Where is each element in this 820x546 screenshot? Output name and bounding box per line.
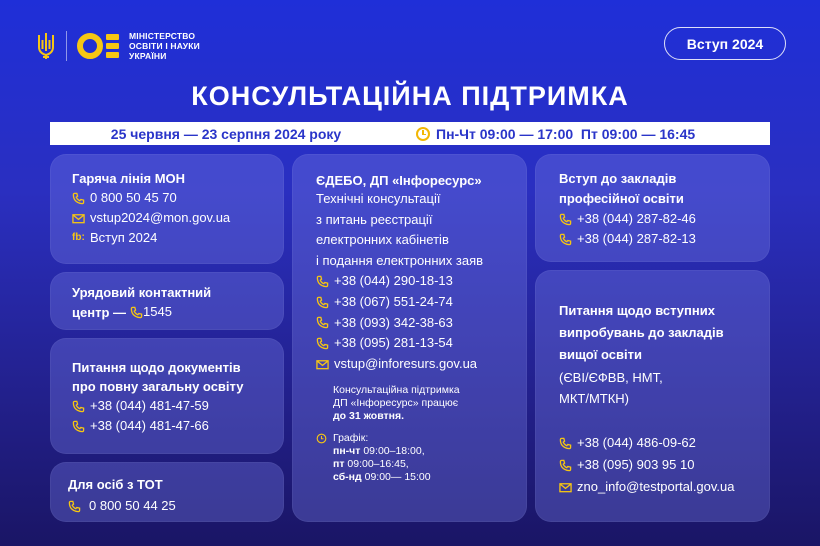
clock-icon (416, 127, 430, 141)
tot-phone[interactable]: 0 800 50 44 25 (68, 496, 284, 516)
header (36, 26, 200, 66)
exams-card (535, 270, 770, 522)
exams-title-2: випробувань до закладів (559, 325, 724, 340)
edebo-phone-4[interactable]: +38 (095) 281-13-54 (316, 333, 527, 354)
mail-icon (559, 481, 572, 494)
docs-title-1: Питання щодо документів (72, 360, 241, 375)
gov-center-title-2: центр — (72, 304, 126, 320)
vocational-phone-2[interactable]: +38 (044) 287-82-13 (559, 229, 770, 249)
edebo-desc-2: з питань реєстрації (316, 211, 433, 227)
vocational-title-2: професійної освіти (559, 191, 684, 206)
period-text: 25 червня — 23 серпня 2024 року (110, 125, 342, 142)
tot-card (50, 462, 284, 522)
vocational-card (535, 154, 770, 262)
gov-center-card (50, 272, 284, 330)
hotline-title: Гаряча лінія МОН (72, 171, 186, 186)
page-title: КОНСУЛЬТАЦІЙНА ПІДТРИМКА (191, 81, 629, 111)
edebo-desc-3: електронних кабінетів (316, 232, 449, 247)
hotline-facebook[interactable]: fb: Вступ 2024 (72, 228, 284, 248)
docs-card (50, 338, 284, 454)
exams-sub-2: МКТ/МТКН) (559, 391, 630, 406)
clock-icon (316, 433, 327, 444)
docs-phone-1[interactable]: +38 (044) 481-47-59 (72, 396, 284, 416)
docs-title-2: про повну загальну освіту (72, 379, 244, 394)
gov-center-phone[interactable]: 1545 (130, 302, 172, 322)
edebo-schedule: Графік: пн-чт 09:00–18:00, пт 09:00–16:45, сб-нд 09:00— 15:00 (316, 432, 527, 484)
phone-icon (316, 316, 329, 329)
phone-icon (72, 192, 85, 205)
edebo-phone-1[interactable]: +38 (044) 290-18-13 (316, 271, 527, 292)
exams-sub-1: (ЄВІ/ЄФВВ, НМТ, (559, 370, 663, 385)
edebo-desc-1: Технічні консультації (316, 191, 441, 206)
hours-text: Пн-Чт 09:00 — 17:00 Пт 09:00 — 16:45 (436, 125, 696, 142)
phone-icon (316, 337, 329, 350)
ministry-name: МІНІСТЕРСТВО ОСВІТИ І НАУКИ УКРАЇНИ (129, 31, 200, 61)
docs-phone-2[interactable]: +38 (044) 481-47-66 (72, 416, 284, 436)
phone-icon (559, 213, 572, 226)
divider (66, 31, 67, 61)
hotline-card (50, 154, 284, 264)
facebook-icon: fb: (72, 232, 85, 243)
phone-icon (559, 437, 572, 450)
vstup-badge: Вступ 2024 (664, 27, 786, 60)
edebo-desc-4: і подання електронних заяв (316, 252, 484, 268)
exams-email[interactable]: zno_info@testportal.gov.ua (559, 476, 770, 498)
mail-icon (72, 212, 85, 225)
vocational-phone-1[interactable]: +38 (044) 287-82-46 (559, 209, 770, 229)
tot-title: Для осіб з ТОТ (68, 477, 163, 492)
mon-logo (77, 33, 119, 59)
trident-icon (36, 31, 56, 61)
phone-icon (68, 500, 81, 513)
edebo-title: ЄДЕБО, ДП «Інфоресурс» (316, 173, 482, 188)
edebo-card (292, 154, 527, 522)
exams-title-3: вищої освіти (559, 347, 642, 362)
mail-icon (316, 358, 329, 371)
exams-phone-1[interactable]: +38 (044) 486-09-62 (559, 432, 770, 454)
hotline-email[interactable]: vstup2024@mon.gov.ua (72, 208, 284, 228)
exams-title-1: Питання щодо вступних (559, 303, 715, 318)
vocational-title-1: Вступ до закладів (559, 171, 677, 186)
gov-center-title-1: Урядовий контактний (72, 285, 212, 300)
phone-icon (72, 400, 85, 413)
phone-icon (130, 306, 143, 319)
phone-icon (316, 275, 329, 288)
edebo-note: Консультаційна підтримка ДП «Інфоресурс» працює до 31 жовтня. (333, 383, 460, 422)
exams-phone-2[interactable]: +38 (095) 903 95 10 (559, 454, 770, 476)
edebo-phone-3[interactable]: +38 (093) 342-38-63 (316, 313, 527, 334)
phone-icon (559, 459, 572, 472)
edebo-phone-2[interactable]: +38 (067) 551-24-74 (316, 292, 527, 313)
phone-icon (559, 233, 572, 246)
edebo-email[interactable]: vstup@inforesurs.gov.ua (316, 354, 527, 375)
phone-icon (72, 420, 85, 433)
phone-icon (316, 296, 329, 309)
dates-bar (50, 122, 770, 145)
hotline-phone[interactable]: 0 800 50 45 70 (72, 188, 284, 208)
